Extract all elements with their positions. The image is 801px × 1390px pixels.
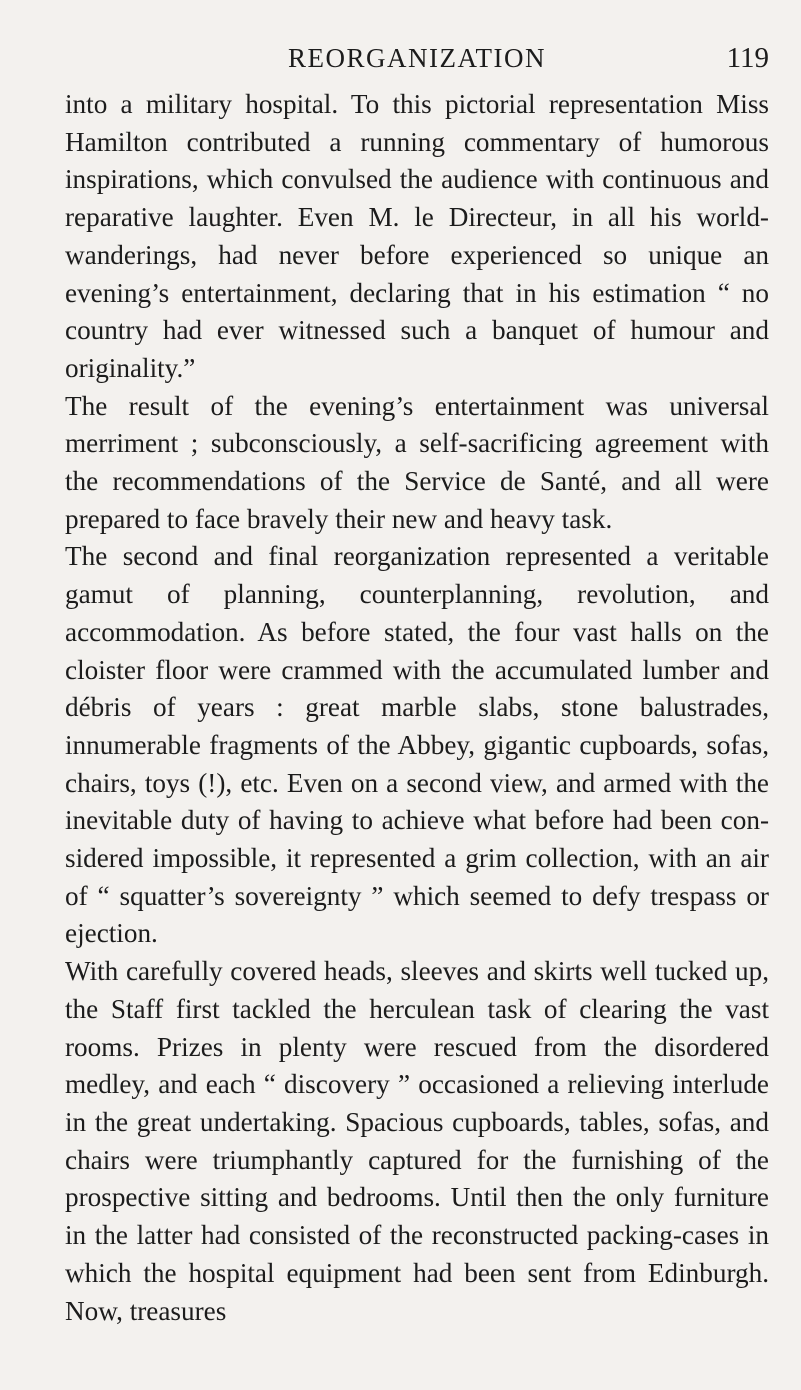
book-page [65, 38, 769, 1330]
paragraph-2: The result of the evening’s entertainment was universal merriment ; subconsciously, a self-sacrificing agreement with the recommendations of the Service de Santé, and all were prepared to face bravely their new and heavy task. [65, 390, 769, 534]
paragraph-4: With carefully covered heads, sleeves and skirts well tucked up, the Staff first tackled the herculean task of clearing the vast rooms. Prizes in plenty were rescued from the disordered medley, and each “ discovery ” occasioned a relieving interlude in the great undertaking. Spacious cupboards, tables, sofas, and chairs were triumphantly captured for the furnishing of the prospective sitting and bedrooms. Until then the only furniture in the latter had consisted of the reconstructed packing-cases in which the hospital equipment had been sent from Edinburgh. Now, treasures [65, 956, 769, 1326]
running-head [65, 38, 769, 86]
running-title: REORGANIZATION [288, 43, 546, 73]
paragraph-1: into a military hospital. To this pictorial representation Miss Hamilton contributed a running commentary of humorous inspirations, which convulsed the audience with continuous and reparative laughter. Even M. le Directeur, in all his world-wanderings, had never before experienced so unique an evening’s entertainment, declaring that in his estimation “ no country had ever witnessed such a banquet of humour and originality.” [65, 89, 769, 383]
paragraph-3: The second and final reorganization represented a veritable gamut of planning, counterplanning, revolution, and accommodation. As before stated, the four vast halls on the cloister floor were crammed with the accumulated lumber and débris of years : great marble slabs, stone balustrades, innumerable fragments of the Abbey, gigantic cupboards, sofas, chairs, toys (!), etc. Even on a second view, and armed with the inevitable duty of having to achieve what before had been considered impossible, it represented a grim collection, with an air of “ squatter’s sovereignty ” which seemed to defy trespass or ejection. [65, 541, 769, 949]
page-number: 119 [726, 42, 769, 74]
body-text [65, 86, 769, 1330]
